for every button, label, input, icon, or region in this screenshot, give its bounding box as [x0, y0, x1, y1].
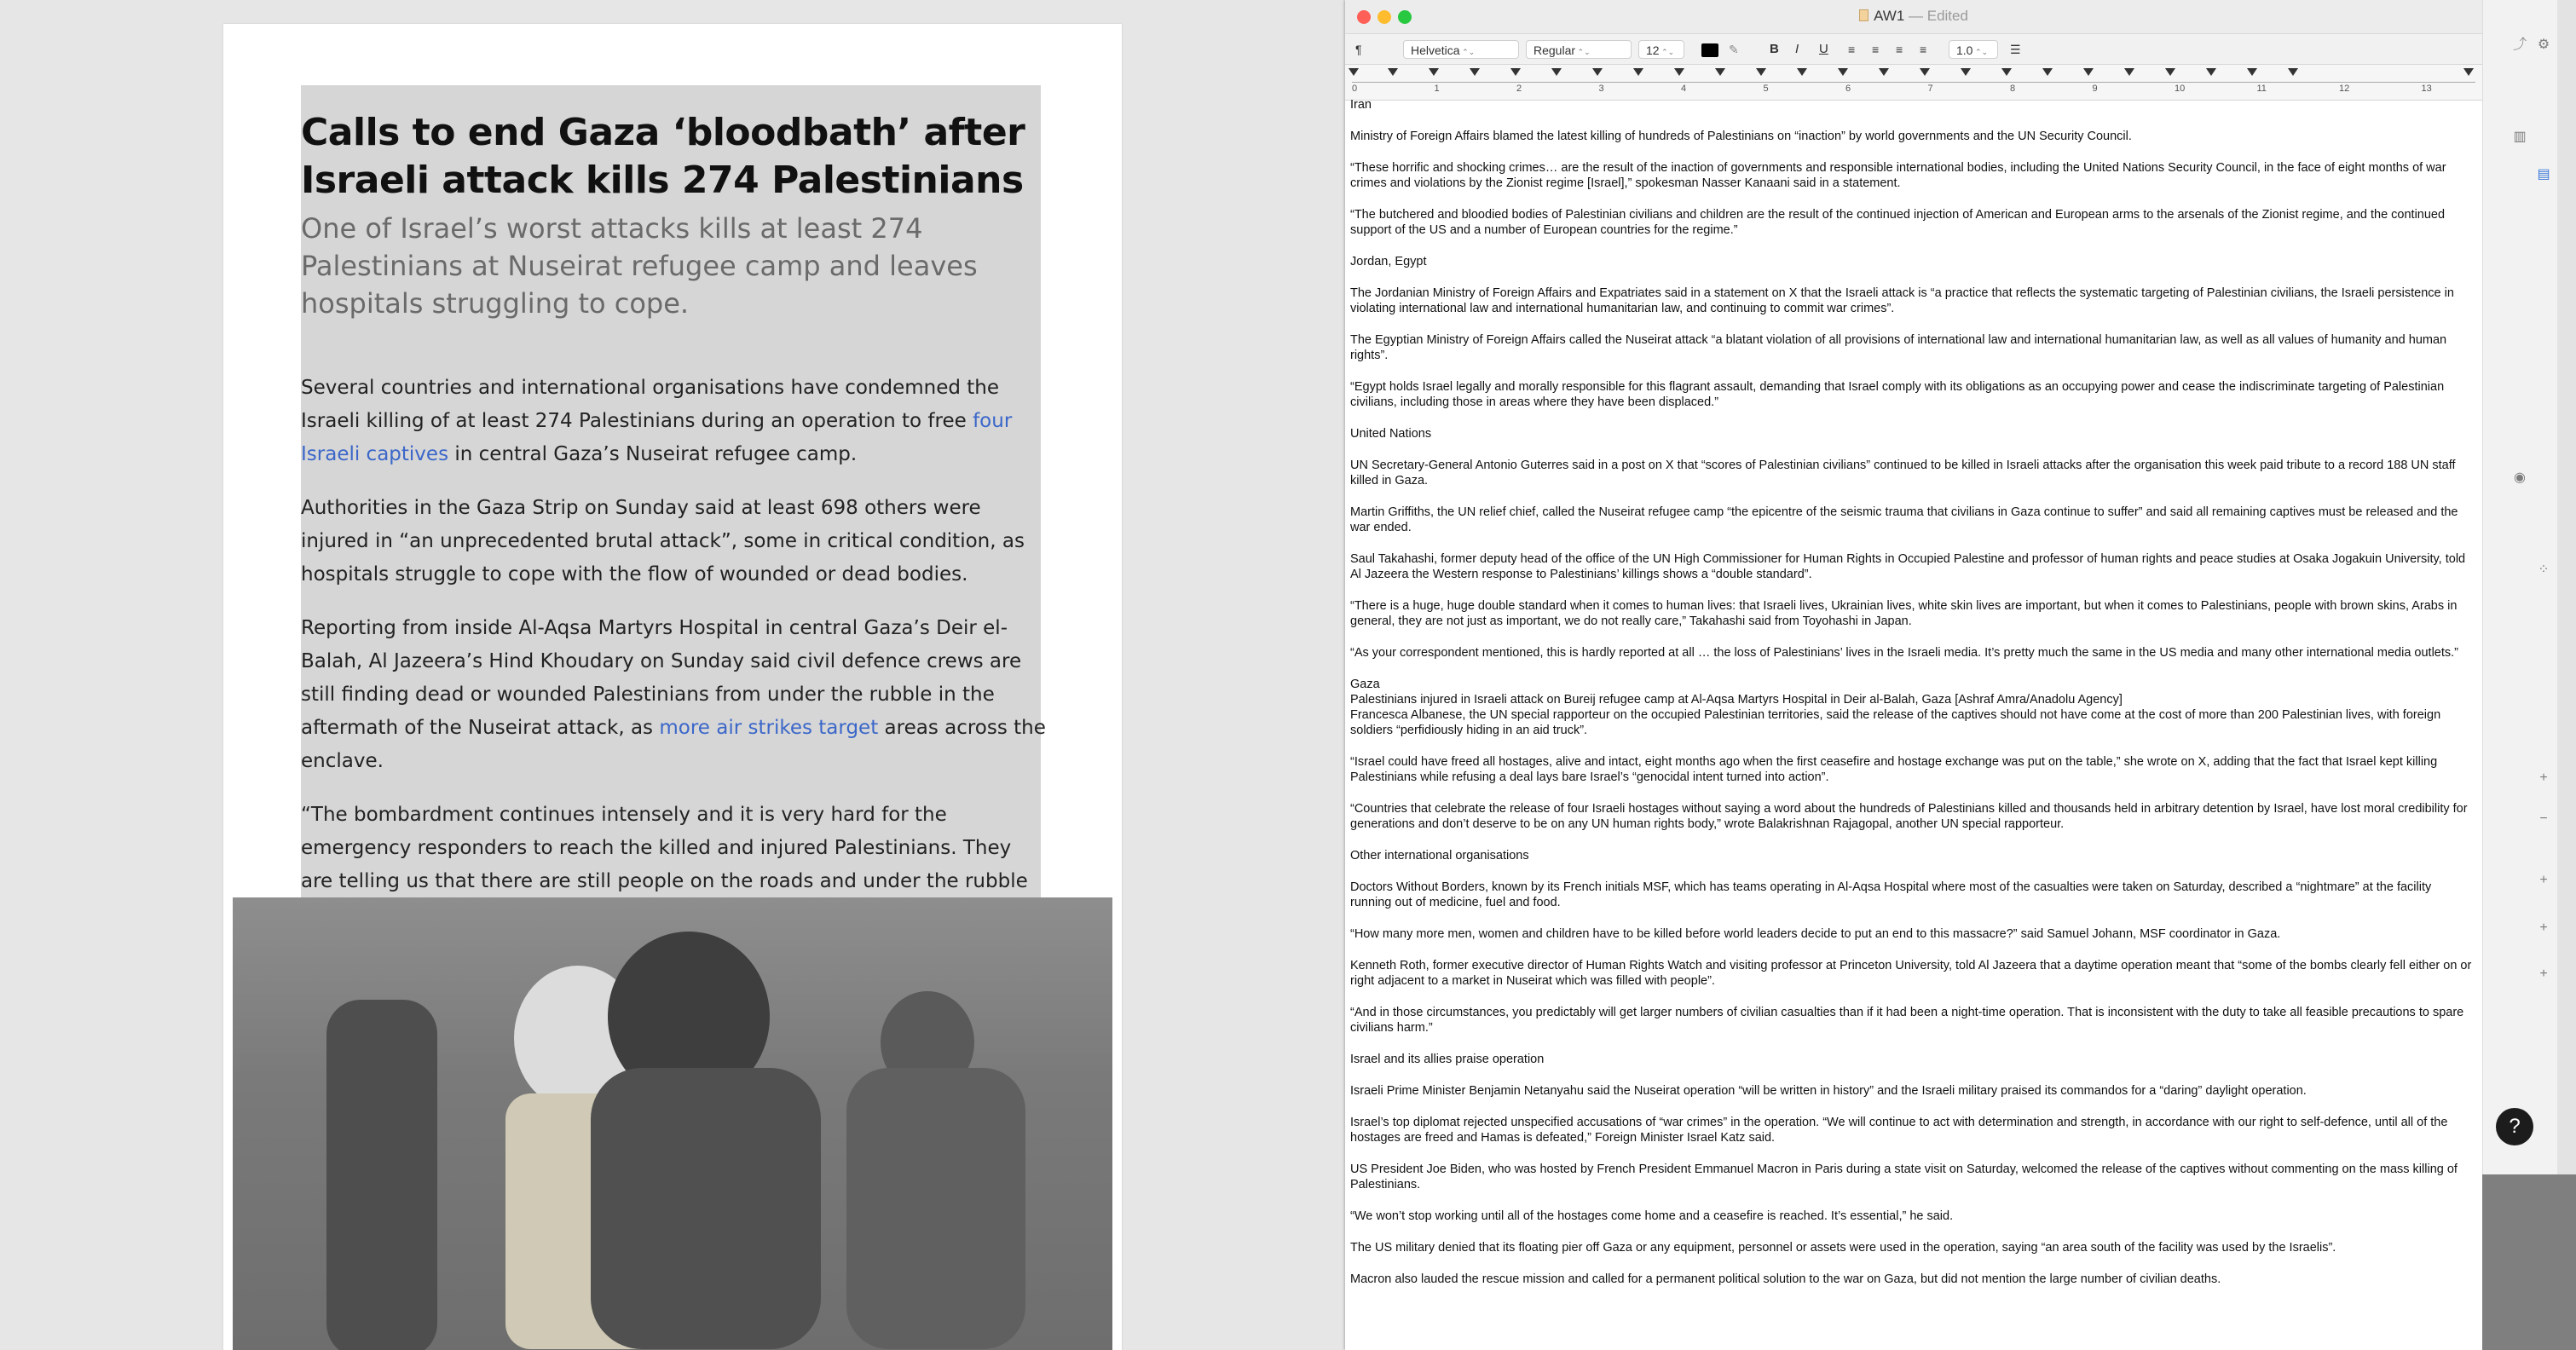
tab-stop-marker[interactable]	[2124, 68, 2134, 76]
line-spacing-select[interactable]: 1.0 ⌃⌄	[1949, 40, 1998, 59]
tab-stop-marker[interactable]	[1715, 68, 1725, 76]
document-paragraph: Palestinians injured in Israeli attack on Bureij refugee camp at Al-Aqsa Martyrs Hospital in Deir al-Balah, Gaza [Ashraf Amra/Anadolu Agency]	[1350, 693, 2123, 707]
tab-stop-marker[interactable]	[1388, 68, 1398, 76]
document-paragraph: Saul Takahashi, former deputy head of the office of the UN High Commissioner for Human Rights in Occupied Palestine and professor of human rights and peace studies at Osaka Jogakuin University, told Al Jazeera the Western response to Palestinians’ killings shows a “double standard”.	[1350, 552, 2466, 581]
article-paragraph-3	[301, 612, 1047, 778]
document-name: AW1	[1874, 8, 1905, 24]
edited-status: Edited	[1926, 8, 1968, 24]
document-paragraph: Francesca Albanese, the UN special rapporteur on the occupied Palestinian territories, said the release of the captives should not have come at the cost of more than 200 Palestinian lives, with foreign soldiers “perfidiously hiding in an aid truck”.	[1350, 708, 2441, 737]
ruler-number: 1	[1434, 84, 1440, 94]
tab-stop-marker[interactable]	[1879, 68, 1889, 76]
ruler-number: 5	[1763, 84, 1769, 94]
document-paragraph: Israel’s top diplomat rejected unspecified accusations of “war crimes” in the operation. “We will continue to act with determination and strength, in accordance with our right to self-defence, until all of the hostages are freed and Hamas is defeated,” Foreign Minister Israel Katz said.	[1350, 1116, 2448, 1145]
tab-stop-marker[interactable]	[1674, 68, 1684, 76]
highlight-color-icon[interactable]: ✎	[1729, 43, 1739, 56]
document-paragraph: “Egypt holds Israel legally and morally responsible for this flagrant assault, demanding that Israel comply with its obligations as an occupying power and cease the indiscriminate targeting of Palestinian civilians, including those in areas where they have been displaced.”	[1350, 380, 2445, 409]
ruler-number: 13	[2421, 84, 2432, 94]
tab-stop-marker[interactable]	[1551, 68, 1562, 76]
paragraph-style-button[interactable]: ¶	[1355, 43, 1362, 56]
document-paragraph: The Egyptian Ministry of Foreign Affairs called the Nuseirat attack “a blatant violation of all provisions of international law and international humanitarian law, as well as all values of humanity and human rights”.	[1350, 333, 2447, 362]
document-paragraph: “We won’t stop working until all of the hostages come home and a ceasefire is reached. It’s essential,” he said.	[1350, 1209, 1954, 1223]
document-paragraph: “And in those circumstances, you predictably will get larger numbers of civilian casualties than if it had been a night-time operation. That is inconsistent with the duty to take all feasible precautions to spare civilians harm.”	[1350, 1006, 2464, 1035]
align-center-icon[interactable]: ≡	[1872, 43, 1880, 56]
align-right-icon[interactable]: ≡	[1896, 43, 1903, 56]
ruler-number: 10	[2175, 84, 2186, 94]
tab-stop-marker[interactable]	[1429, 68, 1439, 76]
right-margin-marker[interactable]	[2463, 68, 2474, 76]
document-paragraph: UN Secretary-General Antonio Guterres said in a post on X that “scores of Palestinian civilians” continued to be killed in Israeli attacks after the organisation this week paid tribute to a record 188 UN staff killed in Gaza.	[1350, 459, 2456, 488]
left-margin-marker[interactable]	[1349, 68, 1359, 76]
format-icon[interactable]: ▤	[2537, 167, 2550, 182]
article-paragraph-1	[301, 372, 1047, 471]
tab-stop-marker[interactable]	[2083, 68, 2094, 76]
document-paragraph: “Israel could have freed all hostages, alive and intact, eight months ago when the first ceasefire and hostage exchange was put on the table,” she wrote on X, adding that the fact that Israel kept killing Palestinians while refusing a deal lays bare Israel’s “genocidal intent turned into action”.	[1350, 755, 2438, 784]
plus-icon[interactable]: +	[2539, 770, 2548, 785]
tab-stop-marker[interactable]	[1756, 68, 1766, 76]
plus-icon[interactable]: +	[2539, 873, 2548, 887]
tab-stop-marker[interactable]	[1797, 68, 1807, 76]
document-paragraph: “The butchered and bloodied bodies of Palestinian civilians and children are the result of the continued injection of American and European arms to the arsenals of the Zionist regime, and the continued support of the US and a number of European countries for the regime.”	[1350, 208, 2446, 237]
document-paragraph: United Nations	[1350, 427, 1432, 441]
document-icon	[1859, 9, 1868, 21]
ruler-number: 7	[1927, 84, 1933, 94]
bold-button[interactable]: B	[1770, 42, 1779, 56]
document-paragraph: The Jordanian Ministry of Foreign Affairs and Expatriates said in a statement on X that the Israeli attack is “a practice that reflects the systematic targeting of Palestinian civilians, the Israeli persistence in violating international law and international humanitarian law, and continuing to commit war crimes”.	[1350, 286, 2454, 315]
article-content[interactable]	[301, 85, 1047, 932]
tab-stop-marker[interactable]	[1961, 68, 1971, 76]
document-paragraph: Kenneth Roth, former executive director of Human Rights Watch and visiting professor at Princeton University, told Al Jazeera that a daytime operation meant that “some of the bombs clearly fell either on or right adjacent to a market in Nuseirat which was filled with people”.	[1350, 959, 2472, 988]
article-page	[223, 24, 1122, 1350]
tab-stop-marker[interactable]	[1838, 68, 1848, 76]
document-paragraph: “How many more men, women and children have to be killed before world leaders decide to put an end to this massacre?” said Samuel Johann, MSF coordinator in Gaza.	[1350, 927, 2281, 941]
title-separator: —	[1904, 8, 1927, 24]
font-family-select[interactable]: Helvetica ⌃⌄	[1403, 40, 1519, 59]
tab-stop-marker[interactable]	[2001, 68, 2012, 76]
ruler-number: 0	[1352, 84, 1358, 94]
document-paragraph: “There is a huge, huge double standard when it comes to human lives: that Israeli lives, Ukrainian lives, white skin lives are important, but when it comes to Palestinians, people with brown skins, Arabs in general, they are not just as important, we do not really care,” Takahashi said from Toyohashi in Japan.	[1350, 599, 2458, 628]
article-paragraph-4: “The bombardment continues intensely and it is very hard for the emergency responders to reach the killed and injured Palestinians. They are telling us that there are still people on the roads and under the rubble	[301, 804, 1028, 892]
tab-stop-marker[interactable]	[1510, 68, 1521, 76]
document-ruler[interactable]	[1345, 65, 2482, 101]
grid-icon[interactable]: ⁘	[2538, 562, 2550, 577]
tab-stop-marker[interactable]	[2247, 68, 2257, 76]
tab-stop-marker[interactable]	[2165, 68, 2175, 76]
paragraph-text: areas across the enclave.	[301, 717, 1046, 772]
ruler-number: 6	[1845, 84, 1851, 94]
settings-icon[interactable]: ⚙	[2537, 38, 2550, 52]
document-paragraph: The US military denied that its floating pier off Gaza or any equipment, personnel or assets were used in the operation, saying “an area south of the facility was used by the Israelis”.	[1350, 1241, 2336, 1255]
document-paragraph: Iran	[1350, 98, 1372, 112]
share-icon[interactable]: ⤴	[2512, 38, 2527, 52]
document-paragraph: Ministry of Foreign Affairs blamed the latest killing of hundreds of Palestinians on “inaction” by world governments and the UN Security Council.	[1350, 130, 2132, 143]
ruler-number: 4	[1681, 84, 1687, 94]
format-toolbar	[1345, 34, 2482, 65]
minus-icon[interactable]: −	[2539, 811, 2548, 826]
article-paragraph-2: Authorities in the Gaza Strip on Sunday said at least 698 others were injured in “an unprecedented brutal attack”, some in critical condition, as hospitals struggle to cope with the flow of wounded or dead bodies.	[301, 497, 1025, 586]
ruler-number: 8	[2010, 84, 2016, 94]
article-subheading: One of Israel’s worst attacks kills at least 274 Palestinians at Nuseirat refugee camp and leaves hospitals struggling to cope.	[301, 212, 978, 320]
tab-stop-marker[interactable]	[1633, 68, 1643, 76]
paragraph-text: Reporting from inside Al-Aqsa Martyrs Hospital in central Gaza’s Deir el-Balah, Al Jazeera’s Hind Khoudary on Sunday said civil defence crews are still finding dead or wounded Palestinians from under the rubble in the aftermath of the Nuseirat attack, as	[301, 617, 1022, 739]
help-button[interactable]: ?	[2496, 1108, 2533, 1145]
align-justify-icon[interactable]: ≡	[1920, 43, 1927, 56]
font-size-select[interactable]: 12 ⌃⌄	[1638, 40, 1684, 59]
air-strikes-link[interactable]: more air strikes target	[659, 717, 879, 739]
tab-stop-marker[interactable]	[2042, 68, 2053, 76]
paragraph-text: in central Gaza’s Nuseirat refugee camp.	[448, 443, 858, 465]
ruler-number: 12	[2339, 84, 2350, 94]
document-paragraph: Other international organisations	[1350, 849, 1529, 862]
underline-button[interactable]: U	[1819, 42, 1828, 56]
tab-stop-marker[interactable]	[1592, 68, 1603, 76]
italic-button[interactable]: I	[1795, 42, 1799, 56]
document-paragraph: “Countries that celebrate the release of four Israeli hostages without saying a word about the hundreds of Palestinians killed and thousands held in arbitrary detention by Israel, have lost moral credibility for generations and don’t deserve to be on any UN human rights body,” wrote Balakrishnan Rajagopal, another UN special rapporteur.	[1350, 802, 2468, 831]
article-headline: Calls to end Gaza ‘bloodbath’ after Israeli attack kills 274 Palestinians	[301, 111, 1025, 202]
ruler-baseline	[1352, 82, 2475, 83]
background-window-area	[2482, 1174, 2576, 1350]
tab-stop-marker[interactable]	[1920, 68, 1930, 76]
ruler-number: 2	[1516, 84, 1522, 94]
document-paragraph: Israel and its allies praise operation	[1350, 1053, 1545, 1066]
align-left-icon[interactable]: ≡	[1848, 43, 1856, 56]
ruler-number: 9	[2092, 84, 2098, 94]
plus-icon[interactable]: +	[2539, 920, 2548, 935]
window-title	[1345, 8, 2482, 25]
document-paragraph: Macron also lauded the rescue mission and called for a permanent political solution to the war on Gaza, but did not mention the large number of civilian deaths.	[1350, 1272, 2221, 1286]
tab-stop-marker[interactable]	[2288, 68, 2298, 76]
document-paragraph: Martin Griffiths, the UN relief chief, called the Nuseirat refugee camp “the epicentre of the seismic trauma that civilians in Gaza continue to suffer” and said all remaining captives must be released and the war ended.	[1350, 505, 2458, 534]
document-paragraph: “As your correspondent mentioned, this is hardly reported at all … the loss of Palestinians’ lives in the Israeli media. It’s pretty much the same in the US media and many other international media outlets.”	[1350, 646, 2459, 660]
textedit-window	[1345, 0, 2482, 1350]
captives-link[interactable]: four Israeli captives	[301, 410, 1013, 465]
list-bullets-select[interactable]: ☰	[2010, 43, 2021, 56]
window-titlebar[interactable]	[1345, 0, 2482, 34]
document-text-area[interactable]	[1350, 98, 2474, 1303]
document-paragraph: US President Joe Biden, who was hosted by French President Emmanuel Macron in Paris during a state visit on Saturday, welcomed the release of the captives without commenting on the mass killing of Palestinians.	[1350, 1162, 2458, 1191]
tab-stop-marker[interactable]	[1470, 68, 1480, 76]
article-photo	[233, 897, 1112, 1350]
document-paragraph: Doctors Without Borders, known by its French initials MSF, which has teams operating in Al-Aqsa Hospital where most of the casualties were taken on Saturday, described a “nightmare” at the facility running out of medicine, fuel and food.	[1350, 880, 2432, 909]
ruler-number: 11	[2256, 84, 2267, 94]
ruler-number: 3	[1598, 84, 1604, 94]
side-panel	[2482, 0, 2557, 1174]
tab-stop-marker[interactable]	[2206, 68, 2216, 76]
document-paragraph: “These horrific and shocking crimes… are the result of the inaction of governments and responsible international bodies, including the United Nations Security Council, in the face of eight months of war crimes and violations by the Zionist regime [Israel],” spokesman Nasser Kanaani said in a statement.	[1350, 161, 2446, 190]
paragraph-text: Several countries and international organisations have condemned the Israeli killing of at least 274 Palestinians during an operation to free	[301, 377, 1000, 432]
text-color-well[interactable]	[1701, 43, 1718, 57]
plus-icon[interactable]: +	[2539, 966, 2548, 981]
document-paragraph: Gaza	[1350, 678, 1380, 691]
column-icon[interactable]: ▥	[2513, 130, 2527, 144]
typeface-select[interactable]: Regular ⌃⌄	[1526, 40, 1632, 59]
document-paragraph: Israeli Prime Minister Benjamin Netanyahu said the Nuseirat operation “will be written in history” and the Israeli military praised its commandos for a “daring” daylight operation.	[1350, 1084, 2307, 1098]
document-paragraph: Jordan, Egypt	[1350, 255, 1427, 268]
eye-icon[interactable]: ◉	[2514, 470, 2526, 485]
